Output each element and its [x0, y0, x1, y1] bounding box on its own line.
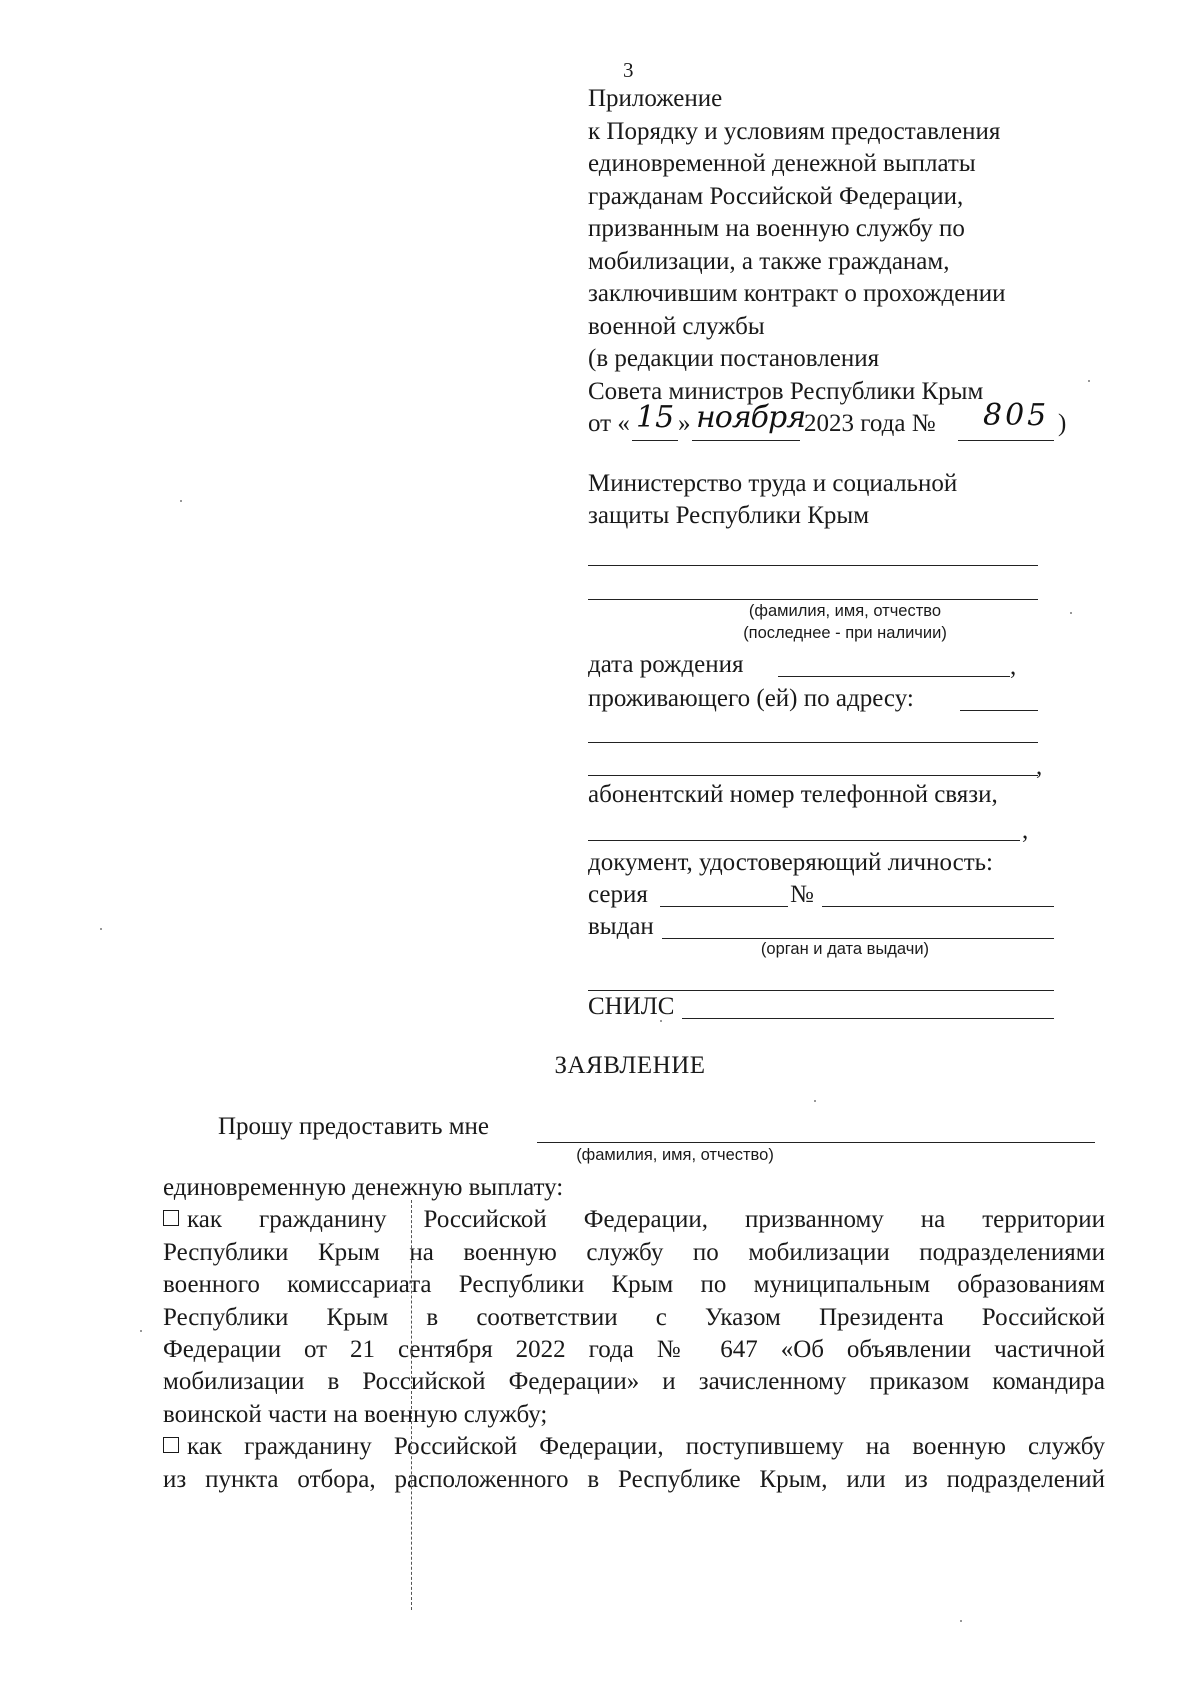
option-1-line-first: [163, 1204, 1105, 1236]
address-comma: ,: [1036, 753, 1043, 780]
blank-line[interactable]: [588, 565, 1038, 566]
option-1-line: Республики Крым на военную службу по мобилизации подразделениями: [163, 1238, 1105, 1266]
option-1-line: мобилизации в Российской Федерации» и зачисленному приказом командира: [163, 1368, 1105, 1396]
number-label: №: [790, 881, 814, 908]
option-1-checkbox[interactable]: [163, 1210, 179, 1226]
request-prefix: Прошу предоставить мне: [218, 1113, 490, 1140]
option-1-line: Республики Крым в соответствии с Указом Президента Российской: [163, 1303, 1105, 1331]
appendix-line: гражданам Российской Федерации,: [588, 182, 964, 210]
option-1-line: Федерации от 21 сентября 2022 года № 647 «Об объявлении частичной: [163, 1336, 1105, 1364]
birth-date-field[interactable]: [778, 676, 1010, 677]
scan-speck: [960, 1620, 962, 1622]
handwritten-number: 805: [983, 398, 1050, 433]
scan-speck: [180, 500, 182, 502]
address-field[interactable]: [960, 710, 1038, 711]
appendix-line: Приложение: [588, 85, 723, 112]
issued-caption: (орган и дата выдачи): [760, 940, 930, 958]
phone-field[interactable]: [588, 840, 1020, 841]
id-document-label: документ, удостоверяющий личность:: [588, 849, 993, 876]
fio-caption: (фамилия, имя, отчество: [748, 602, 942, 620]
option-1-text: как гражданину Российской Федерации, призванному на территории: [187, 1206, 1105, 1234]
issued-field[interactable]: [662, 938, 1054, 939]
resolution-date-line: [588, 398, 1108, 444]
issued-label: выдан: [588, 913, 654, 940]
appendix-line: (в редакции постановления: [588, 345, 880, 372]
snils-label: СНИЛС: [588, 993, 675, 1020]
payment-line: единовременную денежную выплату:: [163, 1174, 564, 1201]
statement-body: [163, 1172, 1105, 1496]
address-field-line-3[interactable]: [588, 775, 1038, 776]
option-1-line: воинской части на военную службу;: [163, 1400, 548, 1428]
birth-date-comma: ,: [1010, 653, 1017, 680]
snils-field[interactable]: [682, 1018, 1054, 1019]
address-field-line-2[interactable]: [588, 742, 1038, 743]
option-2-checkbox[interactable]: [163, 1437, 179, 1453]
appendix-line: к Порядку и условиям предоставления: [588, 117, 1001, 145]
appendix-line: Совета министров Республики Крым: [588, 377, 984, 405]
phone-label: абонентский номер телефонной связи,: [588, 781, 998, 808]
issued-field-line-2[interactable]: [588, 990, 1054, 991]
scan-fold-mark: [411, 1200, 412, 1610]
scan-speck: [1070, 612, 1072, 614]
option-2-line-first: [163, 1431, 1105, 1463]
fio-caption-note: (последнее - при наличии): [743, 624, 947, 642]
addressee-block: [588, 468, 1068, 532]
document-number-field[interactable]: [822, 906, 1054, 907]
page-number: 3: [623, 58, 634, 82]
series-field[interactable]: [660, 906, 788, 907]
address-label: проживающего (ей) по адресу:: [588, 685, 914, 712]
option-2-text: как гражданину Российской Федерации, поступившему на военную службу: [187, 1433, 1105, 1461]
appendix-line: заключившим контракт о прохождении: [588, 280, 1006, 307]
request-fio-field[interactable]: [537, 1142, 1095, 1143]
date-suffix: ): [1058, 410, 1067, 437]
birth-date-label: дата рождения: [588, 651, 744, 678]
scan-speck: [814, 1100, 816, 1102]
scan-speck: [1088, 380, 1090, 382]
fio-blank-line[interactable]: [588, 599, 1038, 600]
addressee-line: защиты Республики Крым: [588, 502, 870, 529]
handwritten-month: ноября: [696, 400, 806, 435]
appendix-line: единовременной денежной выплаты: [588, 150, 976, 177]
scan-speck: [140, 1330, 142, 1332]
appendix-line: мобилизации, а также гражданам,: [588, 247, 950, 275]
day-underline: [632, 440, 678, 441]
option-2-line: из пункта отбора, расположенного в Республике Крым, или из подразделений: [163, 1465, 1105, 1493]
number-underline: [958, 440, 1054, 441]
addressee-line: Министерство труда и социальной: [588, 470, 958, 497]
phone-comma: ,: [1022, 817, 1029, 844]
scan-speck: [660, 1020, 662, 1022]
appendix-header: [588, 83, 1108, 408]
scan-speck: [100, 928, 102, 930]
appendix-line: призванным на военную службу по: [588, 215, 965, 242]
request-fio-caption: (фамилия, имя, отчество): [576, 1146, 774, 1164]
series-label: серия: [588, 881, 648, 908]
handwritten-day: 15: [636, 400, 675, 435]
document-title: ЗАЯВЛЕНИЕ: [554, 1052, 706, 1079]
date-prefix: от «: [588, 410, 630, 437]
date-mid: »: [678, 410, 691, 437]
date-year: 2023 года №: [804, 410, 936, 437]
option-1-line: военного комиссариата Республики Крым по муниципальным образованиям: [163, 1271, 1105, 1299]
appendix-line: военной службы: [588, 312, 765, 340]
month-underline: [692, 440, 800, 441]
